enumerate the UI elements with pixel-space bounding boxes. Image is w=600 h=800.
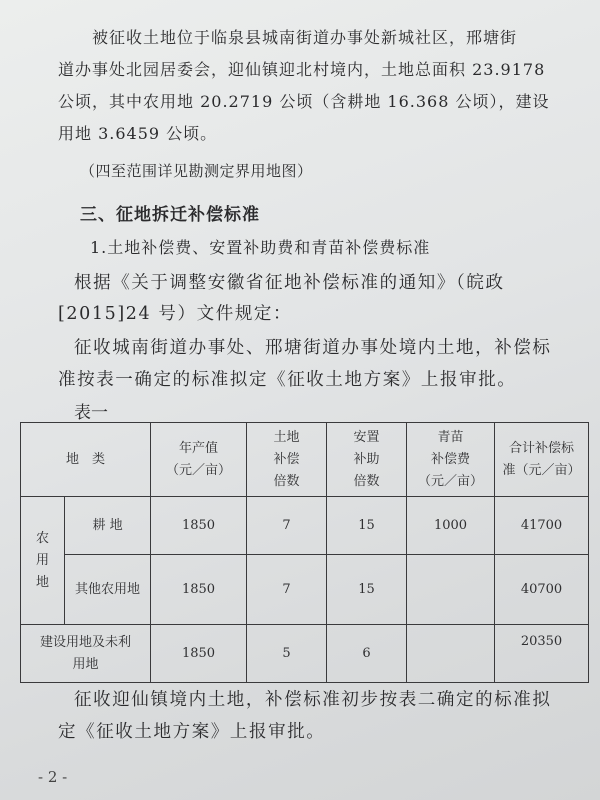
intro-line-2: 道办事处北园居委会，迎仙镇迎北村境内，土地总面积 23.9178: [58, 60, 546, 79]
header-annual-output-2: （元／亩）: [166, 462, 232, 478]
cell-resettle: 15: [327, 555, 407, 625]
cell-resettle: 15: [327, 497, 407, 555]
table-row: [21, 625, 589, 683]
yingxian-line-2: 定《征收土地方案》上报审批。: [58, 722, 326, 742]
cell-output: 1850: [151, 555, 247, 625]
group-label-farmland: [21, 497, 65, 625]
table-caption: 表一: [74, 403, 108, 423]
intro-line-4: 用地 3.6459 公顷。: [58, 124, 218, 143]
basis-line-2: [2015]24 号）文件规定：: [58, 304, 293, 324]
table-row: [21, 555, 589, 625]
header-resettle-1: 安置: [353, 429, 380, 445]
intro-paragraph: [58, 22, 550, 150]
header-land-comp: [247, 423, 327, 497]
cell-output: 1850: [151, 625, 247, 683]
intro-line-1: 被征收土地位于临泉县城南街道办事处新城社区，邢塘街: [92, 28, 518, 47]
group-label-char: 农: [35, 530, 49, 546]
group-label-char: 地: [35, 574, 49, 590]
header-land-comp-3: 倍数: [273, 473, 300, 489]
cell-land: 7: [247, 497, 327, 555]
cell-type: 其他农用地: [65, 555, 151, 625]
section-heading: 三、征地拆迁补偿标准: [80, 205, 260, 225]
cell-crop: 1000: [407, 497, 495, 555]
header-total-1: 合计补偿标: [509, 440, 575, 456]
header-land-comp-2: 补偿: [273, 451, 300, 467]
header-crop-2: 补偿费: [431, 451, 471, 467]
compensation-table: [20, 422, 589, 683]
header-annual-output: [151, 423, 247, 497]
cell-total: 41700: [495, 497, 589, 555]
table-header-row: [21, 423, 589, 497]
cell-type-line-2: 用地: [72, 656, 99, 672]
header-resettle-3: 倍数: [353, 473, 380, 489]
cell-output: 1850: [151, 497, 247, 555]
cell-type: 耕 地: [65, 497, 151, 555]
header-total-2: 准（元／亩）: [502, 462, 581, 478]
cell-type: [21, 625, 151, 683]
header-land-type: 地 类: [21, 423, 151, 497]
cell-land: 7: [247, 555, 327, 625]
header-resettle: [327, 423, 407, 497]
header-crop: [407, 423, 495, 497]
cell-crop: [407, 625, 495, 683]
header-crop-1: 青苗: [437, 429, 464, 445]
intro-line-3: 公顷，其中农用地 20.2719 公顷（含耕地 16.368 公顷），建设: [58, 92, 550, 111]
header-crop-3: （元／亩）: [418, 473, 484, 489]
cell-total: 20350: [495, 625, 589, 683]
page-number: - 2 -: [38, 768, 68, 786]
header-total: [495, 423, 589, 497]
cell-land: 5: [247, 625, 327, 683]
header-land-comp-1: 土地: [273, 429, 300, 445]
table-row: [21, 497, 589, 555]
cell-type-line-1: 建设用地及未利: [40, 634, 132, 650]
header-resettle-2: 补助: [353, 451, 380, 467]
cell-crop: [407, 555, 495, 625]
group-label-char: 用: [35, 552, 49, 568]
boundary-note: （四至范围详见勘测定界用地图）: [80, 162, 313, 180]
cell-resettle: 6: [327, 625, 407, 683]
cell-total: 40700: [495, 555, 589, 625]
scope-line-2: 准按表一确定的标准拟定《征收土地方案》上报审批。: [58, 370, 517, 390]
header-annual-output-1: 年产值: [179, 440, 219, 456]
scope-line-1: 征收城南街道办事处、邢塘街道办事处境内土地，补偿标: [74, 338, 552, 358]
yingxian-line-1: 征收迎仙镇境内土地，补偿标准初步按表二确定的标准拟: [74, 690, 552, 710]
subheading: 1.土地补偿费、安置补助费和青苗补偿费标准: [90, 238, 431, 257]
basis-line-1: 根据《关于调整安徽省征地补偿标准的通知》（皖政: [74, 273, 505, 293]
